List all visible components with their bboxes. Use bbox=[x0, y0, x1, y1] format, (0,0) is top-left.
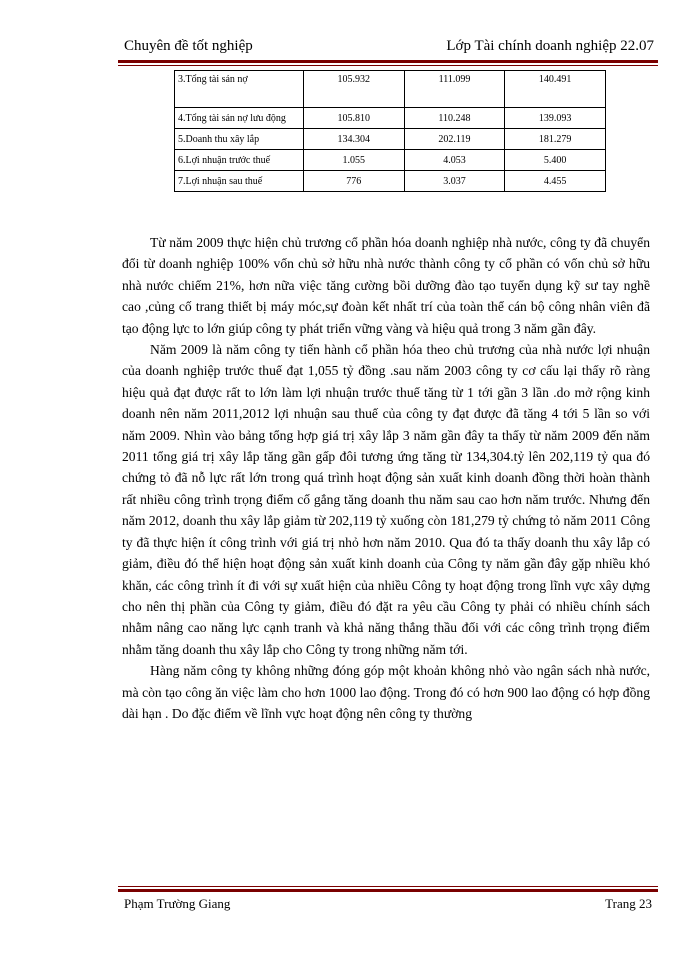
header-title: Chuyên đề tốt nghiệp bbox=[124, 38, 253, 54]
table-cell: 140.491 bbox=[505, 71, 606, 108]
table-cell: 4.455 bbox=[505, 171, 606, 192]
table-cell: 1.055 bbox=[303, 150, 404, 171]
page-footer bbox=[118, 892, 658, 914]
paragraph: Hàng năm công ty không những đóng góp một khoản không nhỏ vào ngân sách nhà nước, mà còn tạo công ăn việc làm cho hơn 1000 lao động. Trong đó có hơn 900 lao động có hợp đồng dài hạn . Do đặc điểm về lĩnh vực hoạt động nên công ty thường bbox=[122, 663, 650, 721]
header-rule-thin bbox=[118, 65, 658, 66]
table-row bbox=[175, 150, 606, 171]
table-row bbox=[175, 108, 606, 129]
body-text bbox=[122, 232, 650, 724]
table-cell-label: 4.Tổng tài sản nợ lưu động bbox=[175, 108, 304, 129]
table-cell: 776 bbox=[303, 171, 404, 192]
paragraph: Từ năm 2009 thực hiện chủ trương cổ phần hóa doanh nghiệp nhà nước, công ty đã chuyển đổi từ doanh nghiệp 100% vốn chủ sở hữu nhà nước thành công ty cổ phần có vốn chủ sở hữu nhà nước chiếm 21%, hơn nữa việc tăng cường bồi dưỡng đào tạo tuyển dụng kỹ sư tay nghề cao ,củng cố trang thiết bị máy móc,sự đoàn kết nhất trí của toàn thể cán bộ công nhân viên đã tạo động lực to lớn giúp công ty phát triển vững vàng và hiệu quả trong 3 năm gần đây. bbox=[122, 235, 650, 336]
footer-rule-thin bbox=[118, 886, 658, 887]
table-cell: 139.093 bbox=[505, 108, 606, 129]
page-number: Trang 23 bbox=[605, 896, 652, 911]
table-row bbox=[175, 129, 606, 150]
table-cell: 5.400 bbox=[505, 150, 606, 171]
table-cell: 3.037 bbox=[404, 171, 505, 192]
table-cell-label: 5.Doanh thu xây lắp bbox=[175, 129, 304, 150]
page-header bbox=[118, 36, 658, 58]
table-cell: 202.119 bbox=[404, 129, 505, 150]
table-cell: 105.932 bbox=[303, 71, 404, 108]
paragraph: Năm 2009 là năm công ty tiến hành cổ phần hóa theo chủ trương của nhà nước lợi nhuận của doanh nghiệp trước thuế đạt 1,055 tỷ đồng .sau năm 2003 công ty cơ cấu lại thấy rõ ràng hiệu quả đạt được rất to lớn làm lợi nhuận trước thuế tăng từ 1 tới gần 3 lần .do mở rộng kinh doanh nên năm 2011,2012 lợi nhuận sau thuế của công ty đạt được đã tăng 4 tới 5 lần so với năm 2009. Nhìn vào bảng tổng hợp giá trị xây lắp 3 năm gần đây ta thấy từ năm 2009 đến năm 2011 tổng giá trị xây lắp tăng gần gấp đôi tương ứng tăng từ 134,304.tỷ lên 202,119 tỷ qua đó chứng tỏ đã nỗ lực rất lớn trong quá trình hoạt động sản xuất kinh doanh đồng thời hoàn thành rất nhiều công trình trọng điểm cố gắng tăng doanh thu năm sau cao hơn năm trước. Nhưng đến năm 2012, doanh thu xây lắp giảm từ 202,119 tỷ xuống còn 181,279 tỷ chứng tỏ năm 2011 Công ty đã thực hiện ít công trình với giá trị nhỏ hơn năm 2010. Qua đó ta thấy doanh thu xây lắp có giảm, điều đó thể hiện hoạt động sản xuất kinh doanh của Công ty năm gần đây gặp nhiều khó khăn, các công trình ít đi với sự xuất hiện của nhiều Công ty hoạt động trong lĩnh vực xây dựng cho nên thị phần của Công ty giảm, điều đó đặt ra yêu cầu Công ty phải có nhiều chính sách nhằm nâng cao năng lực cạnh tranh và khả năng thắng thầu đối với các công trình trọng điểm nhằm tăng doanh thu xây lắp cho Công ty trong những năm tới. bbox=[122, 342, 650, 657]
footer-author: Phạm Trường Giang bbox=[124, 896, 231, 911]
table-cell: 181.279 bbox=[505, 129, 606, 150]
table-cell: 4.053 bbox=[404, 150, 505, 171]
table-cell: 105.810 bbox=[303, 108, 404, 129]
table-cell: 110.248 bbox=[404, 108, 505, 129]
table-cell-label: 7.Lợi nhuận sau thuế bbox=[175, 171, 304, 192]
table-row bbox=[175, 71, 606, 108]
table-cell-label: 3.Tổng tài sản nợ bbox=[175, 71, 304, 108]
table-row bbox=[175, 171, 606, 192]
table-cell: 134.304 bbox=[303, 129, 404, 150]
table-cell-label: 6.Lợi nhuận trước thuế bbox=[175, 150, 304, 171]
table-cell: 111.099 bbox=[404, 71, 505, 108]
financial-table bbox=[174, 70, 606, 192]
header-rule-thick bbox=[118, 60, 658, 63]
header-class: Lớp Tài chính doanh nghiệp 22.07 bbox=[446, 38, 654, 54]
